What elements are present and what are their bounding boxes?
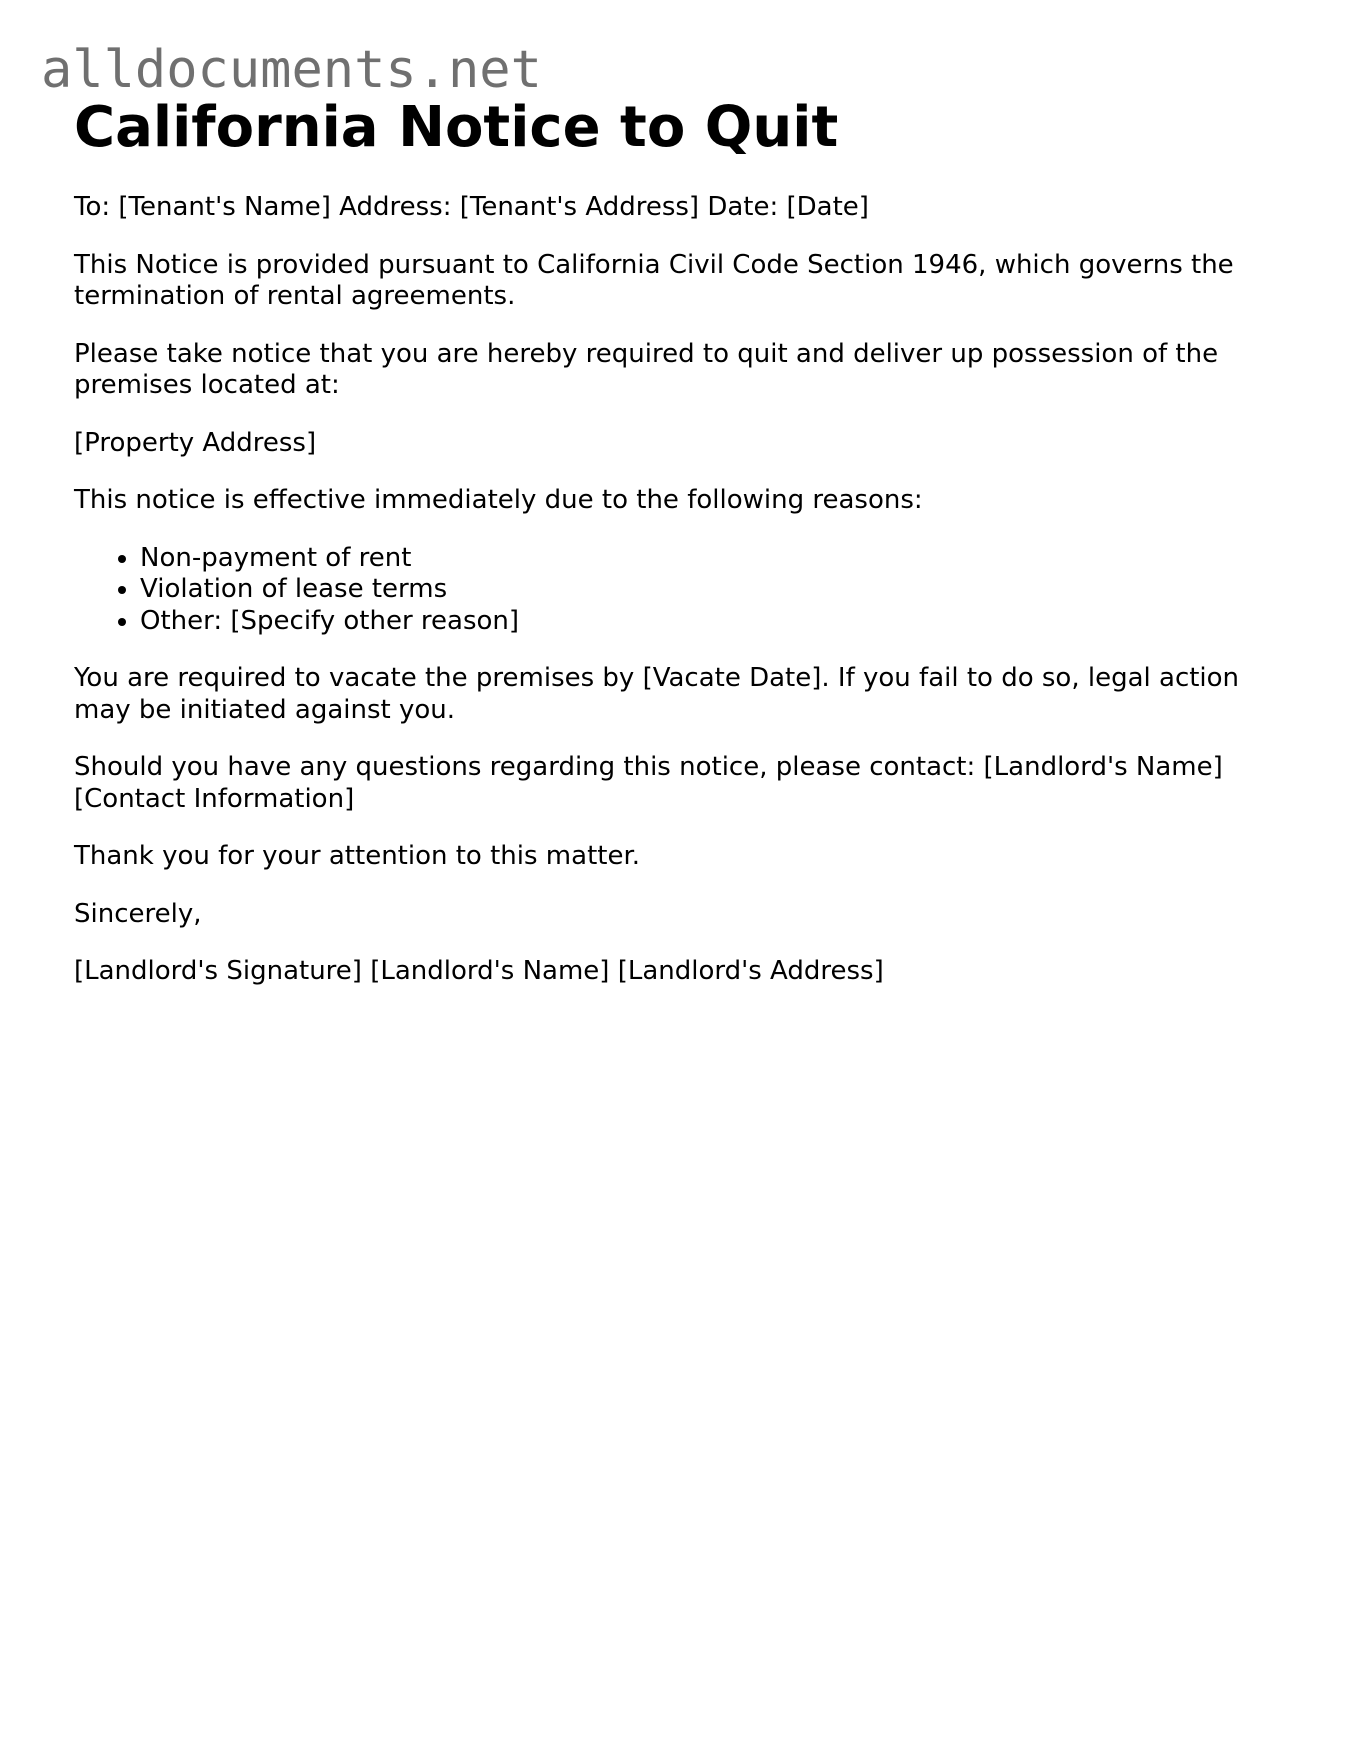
property-address: [Property Address] <box>74 427 317 458</box>
signature-line: [Landlord's Signature] [Landlord's Name] [Landlord's Address] <box>74 956 884 986</box>
reason-item: • Non-payment of rent <box>140 543 1294 575</box>
reason-item: • Violation of lease terms <box>140 574 1294 606</box>
notice-paragraph: Please take notice that you are hereby required to quit and deliver up possession of the premises located at: <box>74 338 1219 400</box>
contact-paragraph: Should you have any questions regarding this notice, please contact: [Landlord's Name] [Contact Information] <box>74 752 1223 814</box>
vacate-paragraph: You are required to vacate the premises by [Vacate Date]. If you fail to do so, legal action may be initiated against you. <box>74 663 1240 725</box>
code-paragraph: This Notice is provided pursuant to California Civil Code Section 1946, which governs the termination of rental agreements. <box>74 249 1234 311</box>
to-line: To: [Tenant's Name] Address: [Tenant's Address] Date: [Date] <box>74 192 869 222</box>
closing: Sincerely, <box>74 898 202 929</box>
reason-item: • Other: [Specify other reason] <box>140 606 1294 638</box>
thanks-paragraph: Thank you for your attention to this matter. <box>74 841 641 871</box>
watermark: alldocuments.net <box>41 40 542 100</box>
document-body <box>74 192 1294 1014</box>
reasons-list <box>74 543 1294 638</box>
document-title: California Notice to Quit <box>74 95 839 160</box>
reasons-intro: This notice is effective immediately due to the following reasons: <box>74 485 923 515</box>
